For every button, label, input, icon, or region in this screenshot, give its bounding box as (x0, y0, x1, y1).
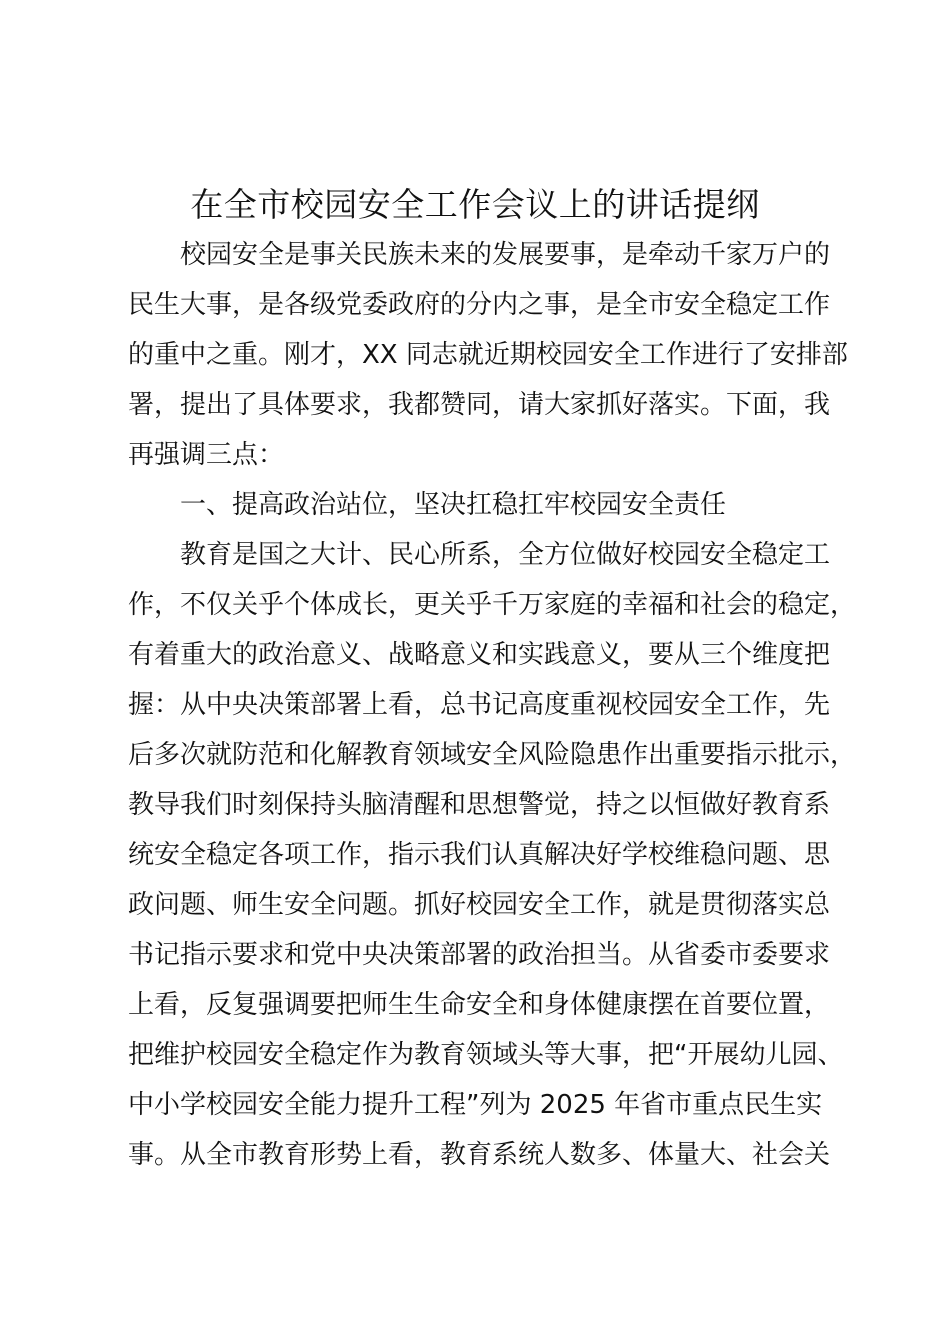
paragraph-1-line-4: 署，提出了具体要求，我都赞同，请大家抓好落实。下面，我 (128, 390, 831, 420)
paragraph-1-line-1: 校园安全是事关民族未来的发展要事，是牵动千家万户的 (180, 240, 831, 270)
paragraph-2-line-1: 教育是国之大计、民心所系，全方位做好校园安全稳定工 (180, 540, 831, 570)
paragraph-2-line-12: 中小学校园安全能力提升工程”列为 2025 年省市重点民生实 (128, 1090, 823, 1120)
document-title: 在全市校园安全工作会议上的讲话提纲 (190, 185, 760, 224)
paragraph-2-line-13: 事。从全市教育形势上看，教育系统人数多、体量大、社会关 (128, 1140, 831, 1170)
paragraph-2-line-10: 上看，反复强调要把师生生命安全和身体健康摆在首要位置， (128, 990, 831, 1020)
paragraph-1-line-5: 再强调三点： (128, 440, 285, 470)
paragraph-2-line-11: 把维护校园安全稳定作为教育领域头等大事，把“开展幼儿园、 (128, 1040, 844, 1070)
paragraph-2-line-3: 有着重大的政治意义、战略意义和实践意义，要从三个维度把 (128, 640, 831, 670)
paragraph-2-line-8: 政问题、师生安全问题。抓好校园安全工作，就是贯彻落实总 (128, 890, 831, 920)
paragraph-1-line-3: 的重中之重。刚才，XX 同志就近期校园安全工作进行了安排部 (128, 340, 848, 370)
paragraph-2-line-7: 统安全稳定各项工作，指示我们认真解决好学校维稳问题、思 (128, 840, 831, 870)
paragraph-1-line-2: 民生大事，是各级党委政府的分内之事，是全市安全稳定工作 (128, 290, 831, 320)
section-heading-1: 一、提高政治站位，坚决扛稳扛牢校园安全责任 (180, 490, 727, 520)
paragraph-2-line-4: 握：从中央决策部署上看，总书记高度重视校园安全工作，先 (128, 690, 831, 720)
paragraph-2-line-9: 书记指示要求和党中央决策部署的政治担当。从省委市委要求 (128, 940, 831, 970)
paragraph-2-line-6: 教导我们时刻保持头脑清醒和思想警觉，持之以恒做好教育系 (128, 790, 831, 820)
paragraph-2-line-5: 后多次就防范和化解教育领域安全风险隐患作出重要指示批示， (128, 740, 857, 770)
paragraph-2-line-2: 作，不仅关乎个体成长，更关乎千万家庭的幸福和社会的稳定， (128, 590, 857, 620)
